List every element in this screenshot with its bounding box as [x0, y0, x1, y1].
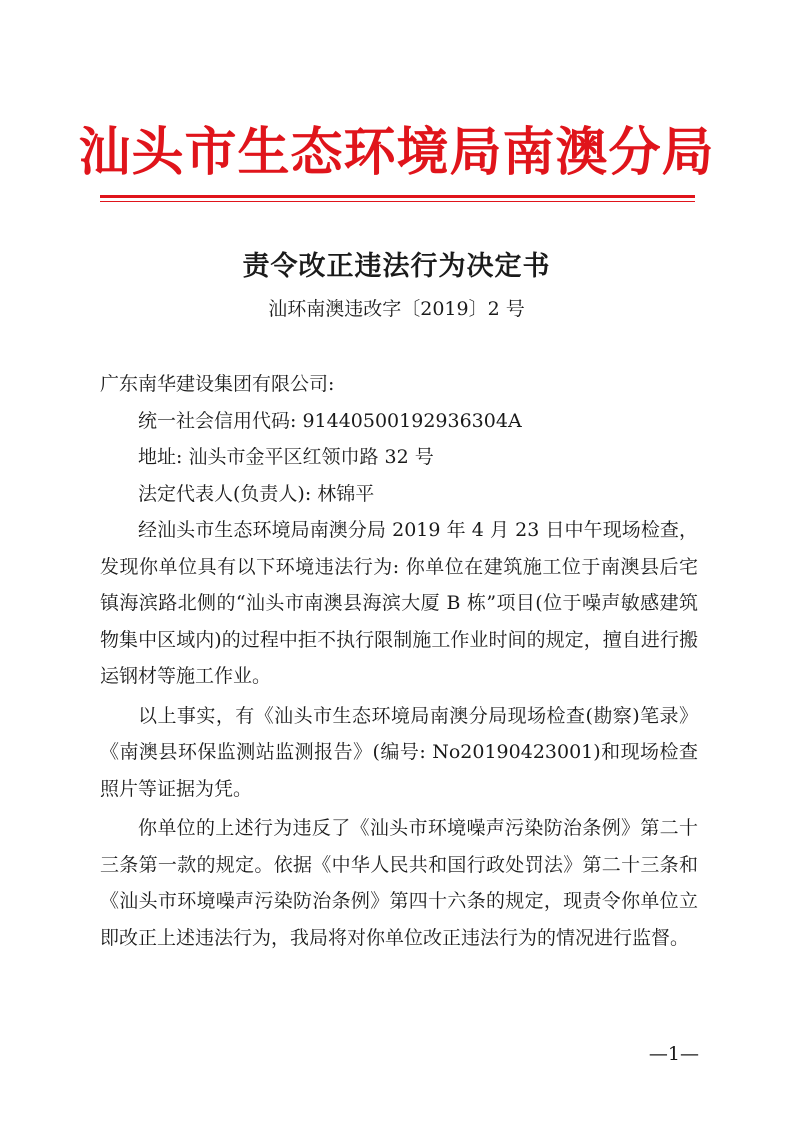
document-number: 汕环南澳违改字〔2019〕2 号	[268, 298, 525, 320]
recipient-company: 广东南华建设集团有限公司:	[100, 373, 335, 395]
recipient-address: 地址: 汕头市金平区红领巾路 32 号	[138, 446, 434, 468]
paragraph-decision: 你单位的上述行为违反了《汕头市环境噪声污染防治条例》第二十三条第一款的规定。依据《中华人民共和国行政处罚法》第二十三条和《汕头市环境噪声污染防治条例》第四十六条的规定，现责令你单位立即改正上述违法行为，我局将对你单位改正违法行为的情况进行监督。	[100, 817, 698, 949]
header-divider-thin	[100, 201, 695, 202]
document-body	[100, 366, 698, 956]
recipient-credit-code: 统一社会信用代码: 91440500192936304A	[138, 409, 522, 432]
document-title: 责令改正违法行为决定书	[242, 251, 551, 282]
paragraph-evidence: 以上事实，有《汕头市生态环境局南澳分局现场检查(勘察)笔录》《南澳县环保监测站监测报告》(编号: No20190423001)和现场检查照片等证据为凭。	[100, 704, 698, 800]
agency-header-title: 汕头市生态环境局南澳分局	[78, 122, 715, 183]
paragraph-facts: 经汕头市生态环境局南澳分局 2019 年 4 月 23 日中午现场检查，发现你单位具有以下环境违法行为: 你单位在建筑施工位于南澳县后宅镇海滨路北侧的“汕头市南澳县海滨大厦 B 栋”项目(位于噪声敏感建筑物集中区域内)的过程中拒不执行限制施工作业时间的规定，擅自进行搬运钢材等施工作业。	[100, 519, 698, 687]
header-divider-thick	[100, 195, 695, 198]
page-number: —1—	[648, 1043, 699, 1065]
recipient-legal-representative: 法定代表人(负责人): 林锦平	[138, 482, 375, 505]
